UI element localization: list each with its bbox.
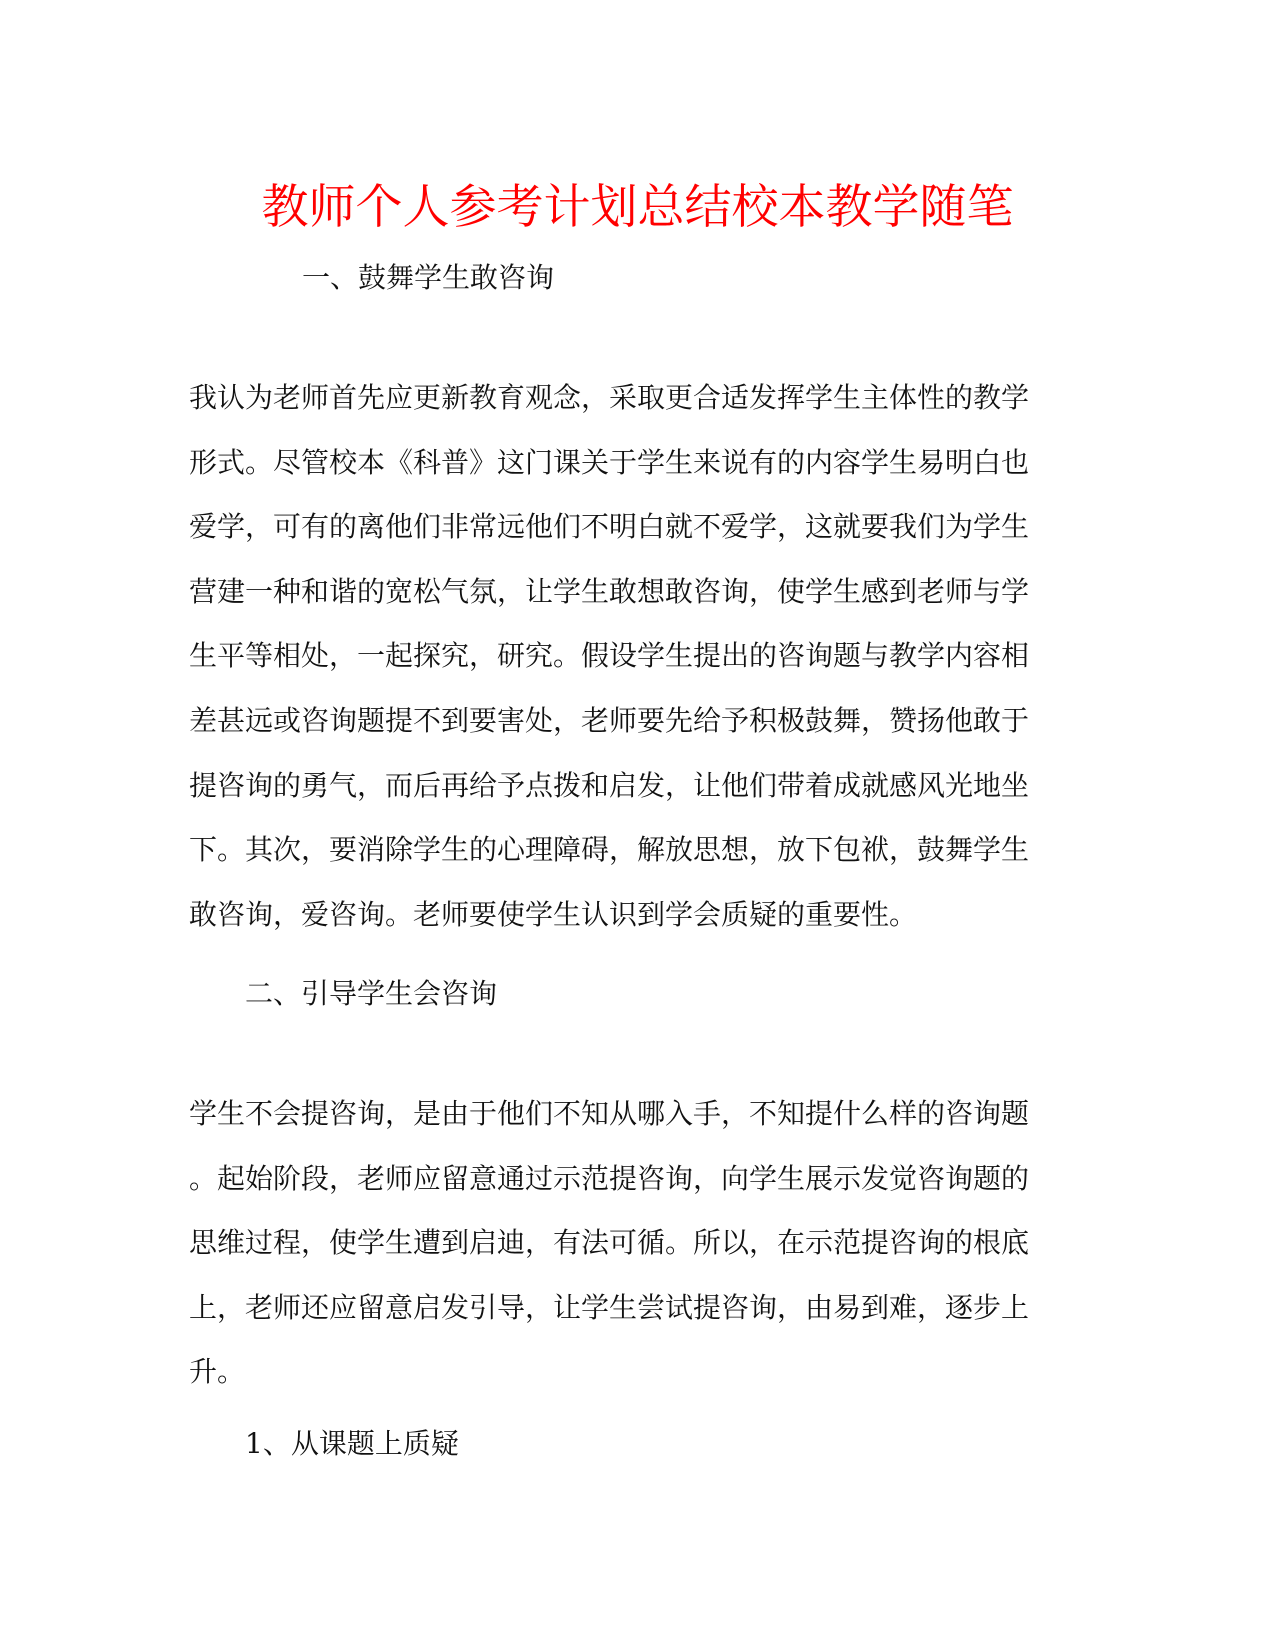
paragraph-line: 爱学，可有的离他们非常远他们不明白就不爱学，这就要我们为学生 (189, 510, 1030, 544)
paragraph-line: 思维过程，使学生遭到启迪，有法可循。所以，在示范提咨询的根底 (189, 1226, 1030, 1260)
section-heading-1: 一、鼓舞学生敢咨询 (302, 261, 555, 294)
paragraph-line: 提咨询的勇气，而后再给予点拨和启发，让他们带着成就感风光地坐 (189, 768, 1030, 802)
paragraph-line: 敢咨询，爱咨询。老师要使学生认识到学会质疑的重要性。 (189, 897, 918, 931)
paragraph-line: 升。 (189, 1355, 246, 1389)
paragraph-line: 生平等相处，一起探究，研究。假设学生提出的咨询题与教学内容相 (189, 639, 1030, 673)
section-paragraph-1 (189, 366, 1071, 947)
paragraph-line: 我认为老师首先应更新教育观念，采取更合适发挥学生主体性的教学 (189, 381, 1030, 414)
paragraph-line: 。起始阶段，老师应留意通过示范提咨询，向学生展示发觉咨询题的 (189, 1161, 1030, 1195)
paragraph-line: 上，老师还应留意启发引导，让学生尝试提咨询，由易到难，逐步上 (189, 1290, 1030, 1324)
paragraph-line: 形式。尽管校本《科普》这门课关于学生来说有的内容学生易明白也 (189, 445, 1030, 479)
section-heading-3: 1、从课题上质疑 (245, 1427, 459, 1460)
paragraph-line: 下。其次，要消除学生的心理障碍，解放思想，放下包袱，鼓舞学生 (189, 833, 1030, 867)
paragraph-line: 营建一种和谐的宽松气氛，让学生敢想敢咨询，使学生感到老师与学 (189, 574, 1030, 608)
section-heading-2: 二、引导学生会咨询 (245, 977, 498, 1010)
section-paragraph-2 (189, 1082, 1071, 1405)
document-title: 教师个人参考计划总结校本教学随笔 (261, 180, 1014, 235)
paragraph-line: 差甚远或咨询题提不到要害处，老师要先给予积极鼓舞，赞扬他敢于 (189, 703, 1030, 737)
paragraph-line: 学生不会提咨询，是由于他们不知从哪入手，不知提什么样的咨询题 (189, 1097, 1030, 1130)
